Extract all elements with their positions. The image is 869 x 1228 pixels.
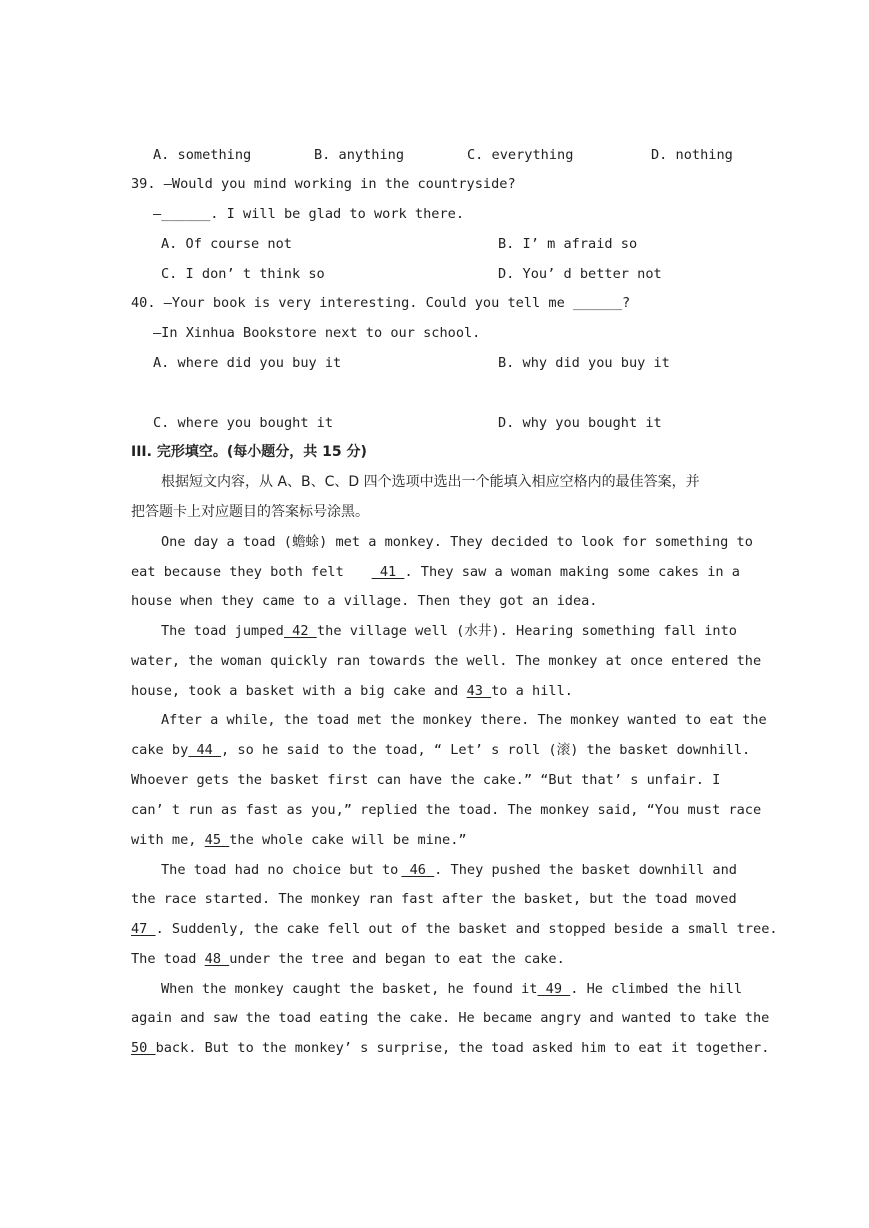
blank-48: 48 — [204, 951, 230, 967]
option-40-a: A. where did you buy it — [153, 355, 342, 371]
passage-text: house, took a basket with a big cake and — [131, 683, 459, 699]
blank-41: 41 — [371, 564, 405, 580]
passage-line — [131, 949, 565, 969]
passage-text: . Suddenly, the cake fell out of the basket and stopped beside a small tree. — [155, 921, 778, 937]
passage-text: can’ t run as fast as you,” replied the toad. The monkey said, “You must race — [131, 802, 762, 818]
option-38-b: B. anything — [314, 147, 405, 163]
blank-42: 42 — [283, 623, 317, 639]
passage-text: When the monkey caught the basket, he found it — [161, 981, 538, 997]
passage-line — [131, 740, 751, 760]
passage-line — [161, 979, 743, 999]
option-39-c: C. I don’ t think so — [161, 266, 325, 282]
option-40-b: B. why did you buy it — [498, 355, 670, 371]
blank-44: 44 — [188, 742, 222, 758]
passage-line — [161, 621, 737, 641]
passage-line — [131, 830, 467, 850]
blank-46: 46 — [401, 862, 435, 878]
passage-text: to a hill. — [491, 683, 573, 699]
passage-line — [131, 681, 573, 701]
passage-text: eat because they both felt — [131, 564, 344, 580]
blank-49: 49 — [537, 981, 571, 997]
passage-line — [161, 710, 767, 730]
option-38-c: C. everything — [467, 147, 574, 163]
passage-text: . He climbed the hill — [570, 981, 743, 997]
option-40-d: D. why you bought it — [498, 415, 662, 431]
passage-text: the whole cake will be mine.” — [229, 832, 467, 848]
option-40-c: C. where you bought it — [153, 415, 334, 431]
blank-47: 47 — [131, 921, 156, 937]
passage-text: with me, — [131, 832, 197, 848]
option-38-d: D. nothing — [651, 147, 733, 163]
passage-text: Whoever gets the basket first can have the cake.” “But that’ s unfair. I — [131, 772, 721, 788]
blank-50: 50 — [131, 1040, 156, 1056]
passage-line — [131, 1038, 770, 1058]
passage-line — [131, 770, 740, 790]
section-title: III. 完形填空。(每小题分，共 15 分) — [131, 444, 367, 460]
passage-text: , so he said to the toad, “ Let’ s roll (滚) the basket downhill. — [221, 742, 751, 758]
passage-line — [131, 889, 740, 909]
passage-text: under the tree and began to eat the cake. — [229, 951, 565, 967]
passage-line — [131, 562, 740, 582]
passage-line — [131, 651, 762, 671]
passage-text: The toad had no choice but to — [161, 862, 399, 878]
passage-text: the village well (水井). Hearing something fall into — [316, 623, 737, 639]
option-39-b: B. I’ m afraid so — [498, 236, 638, 252]
question-40-reply: —In Xinhua Bookstore next to our school. — [153, 325, 481, 341]
passage-text: . They saw a woman making some cakes in a — [404, 564, 740, 580]
passage-text: One day a toad (蟾蜍) met a monkey. They decided to look for something to — [161, 534, 753, 550]
question-39-reply: —______. I will be glad to work there. — [153, 206, 464, 222]
passage-line: house when they came to a village. Then they got an idea. — [131, 593, 598, 609]
passage-text: the race started. The monkey ran fast after the basket, but the toad moved — [131, 891, 737, 907]
passage-text: The toad jumped — [161, 623, 284, 639]
passage-line — [161, 532, 753, 552]
passage-text: . They pushed the basket downhill and — [434, 862, 737, 878]
blank-43: 43 — [466, 683, 492, 699]
passage-line — [161, 860, 737, 880]
option-38-a: A. something — [153, 147, 252, 163]
passage-line — [131, 800, 762, 820]
question-39-stem: 39. —Would you mind working in the countryside? — [131, 176, 516, 192]
question-40-stem: 40. —Your book is very interesting. Could you tell me ______? — [131, 295, 631, 311]
section-instruction-1: 根据短文内容，从 A、B、C、D 四个选项中选出一个能填入相应空格内的最佳答案，并 — [161, 474, 700, 490]
option-39-a: A. Of course not — [161, 236, 292, 252]
passage-text: back. But to the monkey’ s surprise, the toad asked him to eat it together. — [155, 1040, 770, 1056]
passage-text: again and saw the toad eating the cake. He became angry and wanted to take the — [131, 1010, 770, 1026]
passage-text: water, the woman quickly ran towards the well. The monkey at once entered the — [131, 653, 762, 669]
blank-45: 45 — [204, 832, 230, 848]
section-instruction-2: 把答题卡上对应题目的答案标号涂黑。 — [131, 504, 369, 520]
passage-text: The toad — [131, 951, 197, 967]
passage-line — [131, 919, 778, 939]
option-39-d: D. You’ d better not — [498, 266, 662, 282]
passage-line — [131, 1008, 770, 1028]
passage-text: cake by — [131, 742, 189, 758]
passage-text: After a while, the toad met the monkey there. The monkey wanted to eat the — [161, 712, 767, 728]
